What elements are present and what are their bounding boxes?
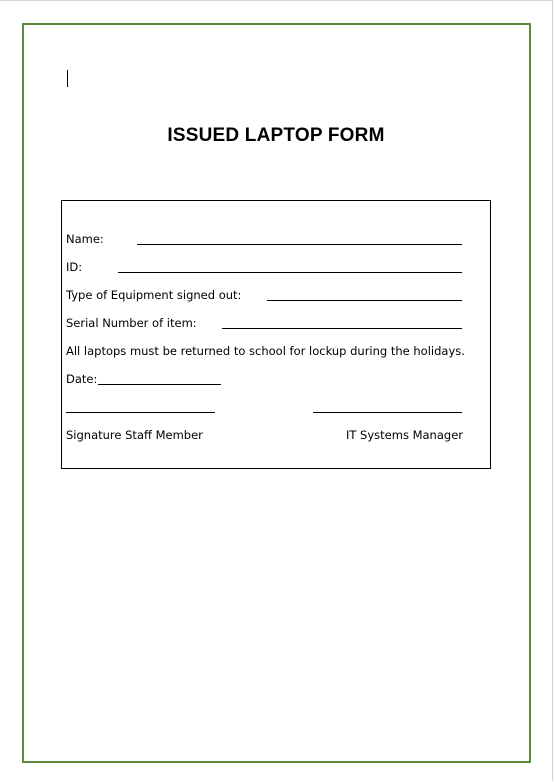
serial-label: Serial Number of item: <box>66 316 197 330</box>
id-label: ID: <box>66 260 83 274</box>
name-label: Name: <box>66 232 104 246</box>
staff-signature-line[interactable] <box>66 412 215 413</box>
equipment-label: Type of Equipment signed out: <box>66 288 242 302</box>
serial-field-line[interactable] <box>222 328 462 329</box>
date-label: Date: <box>66 372 98 386</box>
text-cursor <box>67 70 68 87</box>
page-title: ISSUED LAPTOP FORM <box>167 125 385 146</box>
date-field-line[interactable] <box>98 384 221 385</box>
manager-signature-line[interactable] <box>313 412 462 413</box>
staff-signature-label: Signature Staff Member <box>66 428 203 442</box>
equipment-field-line[interactable] <box>267 300 462 301</box>
manager-signature-label: IT Systems Manager <box>345 428 463 442</box>
id-field-line[interactable] <box>118 272 462 273</box>
return-notice: All laptops must be returned to school for lockup during the holidays. <box>66 344 465 358</box>
name-field-line[interactable] <box>137 244 462 245</box>
form-box <box>61 200 491 469</box>
